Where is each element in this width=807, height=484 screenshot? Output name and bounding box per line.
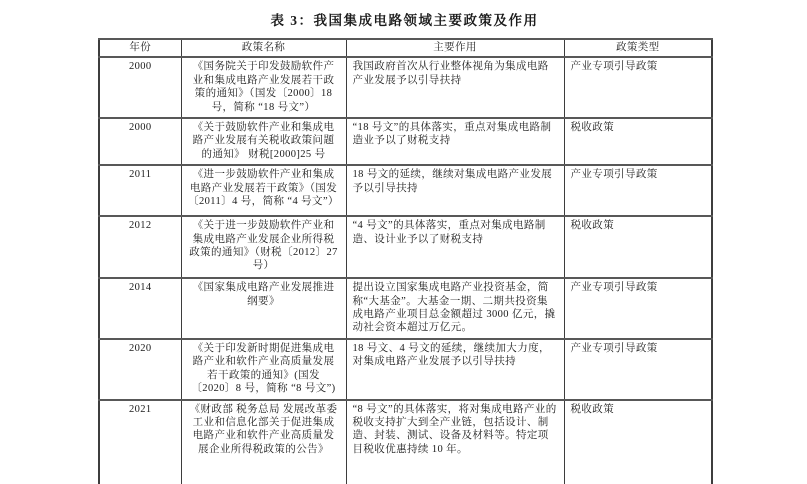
cell-main-effect: 18 号文的延续，继续对集成电路产业发展予以引导扶持 [346, 165, 564, 216]
cell-policy-name: 《关于印发新时期促进集成电路产业和软件产业高质量发展若干政策的通知》(国发〔2020〕8 号，简称 “8 号文”) [181, 339, 346, 400]
cell-main-effect: 提出设立国家集成电路产业投资基金，简称“大基金”。大基金一期、二期共投资集成电路产业项目总金额超过 3000 亿元，撬动社会资本超过万亿元。 [346, 278, 564, 339]
cell-policy-type: 产业专项引导政策 [564, 165, 712, 216]
cell-policy-name: 《国家集成电路产业发展推进纲要》 [181, 278, 346, 339]
cell-policy-name: 《国务院关于印发鼓励软件产业和集成电路产业发展若干政策的通知》（国发〔2000〕18 号，简称 “18 号文”） [181, 57, 346, 118]
policy-table [98, 38, 713, 484]
table-row [99, 57, 712, 118]
cell-policy-name: 《进一步鼓励软件产业和集成电路产业发展若干政策》（国发〔2011〕4 号，简称 “4 号文”） [181, 165, 346, 216]
cell-year: 2000 [99, 57, 181, 118]
cell-policy-name: 《财政部 税务总局 发展改革委 工业和信息化部关于促进集成电路产业和软件产业高质量发展企业所得税政策的公告》 [181, 400, 346, 484]
cell-main-effect: 18 号文、4 号文的延续，继续加大力度，对集成电路产业发展予以引导扶持 [346, 339, 564, 400]
cell-year: 2020 [99, 339, 181, 400]
col-header-policy-name: 政策名称 [181, 39, 346, 57]
col-header-year: 年份 [99, 39, 181, 57]
cell-main-effect: “4 号文”的具体落实，重点对集成电路制造、设计业予以了财税支持 [346, 216, 564, 278]
cell-policy-type: 税收政策 [564, 118, 712, 165]
cell-policy-type: 产业专项引导政策 [564, 57, 712, 118]
cell-year: 2000 [99, 118, 181, 165]
table-row [99, 339, 712, 400]
cell-year: 2012 [99, 216, 181, 278]
table-row [99, 216, 712, 278]
cell-main-effect: “18 号文”的具体落实，重点对集成电路制造业予以了财税支持 [346, 118, 564, 165]
cell-year: 2014 [99, 278, 181, 339]
cell-policy-name: 《关于进一步鼓励软件产业和集成电路产业发展企业所得税政策的通知》（财税〔2012〕27 号） [181, 216, 346, 278]
table-row [99, 400, 712, 484]
table-row [99, 278, 712, 339]
col-header-main-effect: 主要作用 [346, 39, 564, 57]
cell-year: 2011 [99, 165, 181, 216]
cell-policy-type: 产业专项引导政策 [564, 278, 712, 339]
cell-main-effect: “8 号文”的具体落实，将对集成电路产业的税收支持扩大到全产业链，包括设计、制造、封装、测试、设备及材料等。特定项目税收优惠持续 10 年。 [346, 400, 564, 484]
table-row [99, 118, 712, 165]
table-title: 表 3：我国集成电路领域主要政策及作用 [270, 13, 539, 28]
table-row [99, 165, 712, 216]
col-header-policy-type: 政策类型 [564, 39, 712, 57]
cell-policy-type: 税收政策 [564, 400, 712, 484]
cell-year: 2021 [99, 400, 181, 484]
table-header-row [99, 39, 712, 57]
cell-policy-type: 产业专项引导政策 [564, 339, 712, 400]
cell-policy-name: 《关于鼓励软件产业和集成电路产业发展有关税收政策问题的通知》 财税[2000]25 号 [181, 118, 346, 165]
cell-policy-type: 税收政策 [564, 216, 712, 278]
cell-main-effect: 我国政府首次从行业整体视角为集成电路产业发展予以引导扶持 [346, 57, 564, 118]
